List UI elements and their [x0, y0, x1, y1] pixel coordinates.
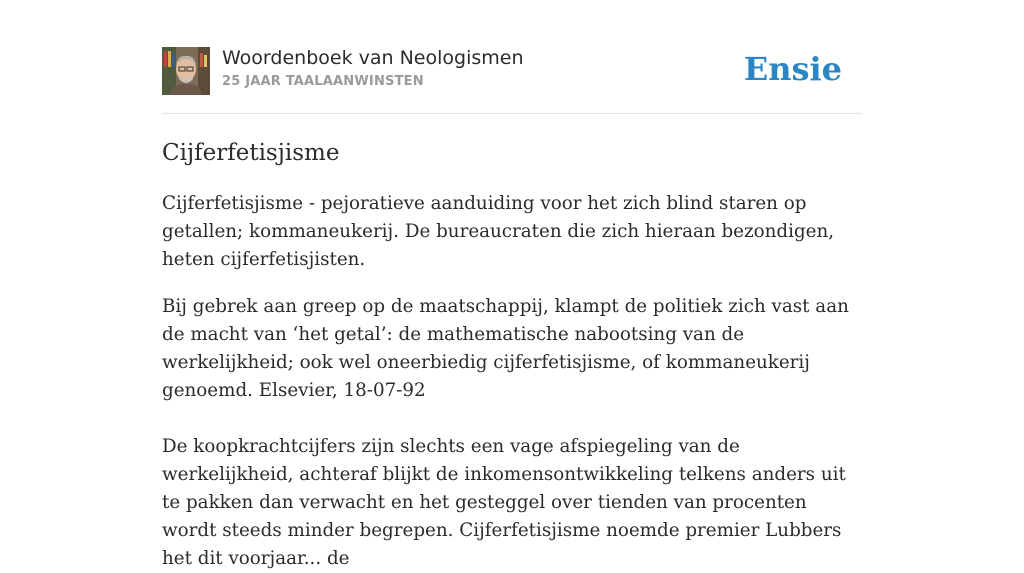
author-name[interactable]: Woordenboek van Neologismen — [222, 47, 524, 69]
header — [162, 46, 862, 96]
author-avatar[interactable] — [162, 47, 210, 95]
quote-paragraph: Bij gebrek aan greep op de maatschappij, klampt de politiek zich vast aan de macht van ‘het getal’: de mathematische nabootsing van de werkelijkheid; ook wel oneerbiedig cijferfetisjisme, of kommaneukerij genoemd. Elsevier, 18-07-92 — [162, 296, 849, 401]
avatar-image — [162, 47, 210, 95]
brand-logo[interactable]: Ensie — [743, 50, 842, 88]
article-body — [162, 190, 862, 573]
author-subtitle: 25 JAAR TAALAANWINSTEN — [222, 74, 424, 89]
header-divider — [162, 113, 862, 114]
page-title: Cijferfetisjisme — [162, 140, 340, 166]
quote-paragraph: De koopkrachtcijfers zijn slechts een vage afspiegeling van de werkelijkheid, achteraf blijkt de inkomensontwikkeling telkens anders uit te pakken dan verwacht en het gesteggel over tienden van procenten wordt steeds minder begrepen. Cijferfetisjisme noemde premier Lubbers het dit voorjaar... de — [162, 436, 846, 569]
definition-paragraph: Cijferfetisjisme - pejoratieve aanduiding voor het zich blind staren op getallen; kommaneukerij. De bureaucraten die zich hieraan bezondigen, heten cijferfetisjisten. — [162, 193, 835, 270]
